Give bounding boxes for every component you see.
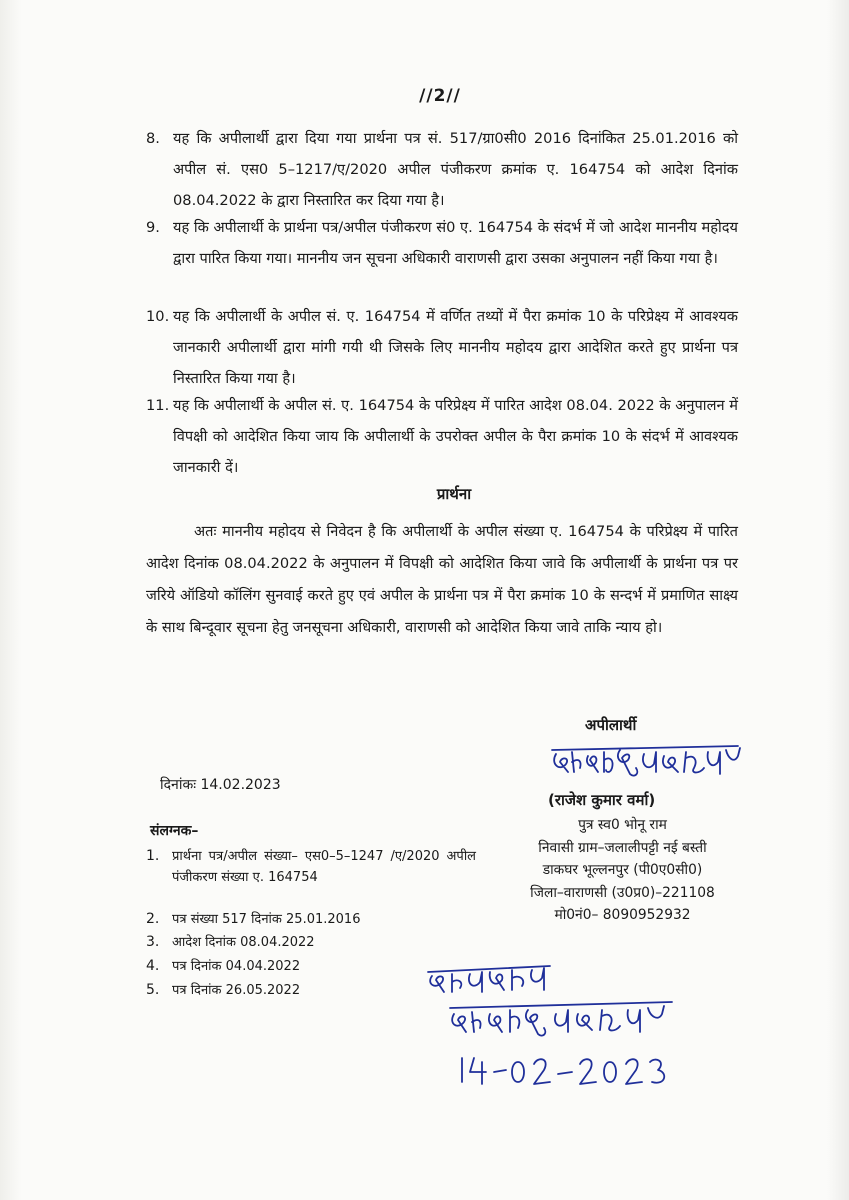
page-number: //2// — [419, 86, 461, 106]
point-text: यह कि अपीलार्थी के अपील सं. ए. 164754 के परिप्रेक्ष्य में पारित आदेश 08.04. 2022 के अनुपालन में विपक्षी को आदेशित किया जाय कि अपीलार्थी के उपरोक्त अपील के पैरा क्रमांक 10 के संदर्भ में आवश्यक जानकारी दें। — [173, 397, 738, 476]
signatory-name: (राजेश कुमार वर्मा) — [548, 791, 656, 809]
address-line: डाकघर भूल्लनपुर (पी0ए0सी0) — [542, 862, 703, 878]
point-9 — [146, 212, 738, 274]
enclosure-item — [146, 846, 476, 888]
date-label: दिनांकः 14.02.2023 — [160, 777, 281, 793]
enclosure-number: 4. — [146, 958, 160, 974]
enclosure-item — [146, 909, 476, 930]
address-line: पुत्र स्व0 भोनू राम — [578, 817, 667, 833]
enclosure-text: प्रार्थना पत्र/अपील संख्या– एस0–5–1247 /ए/2020 अपील पंजीकरण संख्या ए. 164754 — [172, 849, 476, 885]
point-number: 8. — [146, 130, 160, 147]
enclosures-heading: संलग्नक– — [150, 823, 199, 839]
point-number: 9. — [146, 219, 160, 236]
point-8 — [146, 123, 738, 216]
point-text: यह कि अपीलार्थी के अपील सं. ए. 164754 में वर्णित तथ्यों में पैरा क्रमांक 10 के परिप्रेक्ष्य में आवश्यक जानकारी अपीलार्थी द्वारा मांगी गयी थी जिसके लिए माननीय महोदय द्वारा आदेशित करते हुए प्रार्थना पत्र निस्तारित किया गया है। — [173, 308, 738, 387]
enclosure-item — [146, 932, 476, 953]
point-number: 10. — [146, 308, 170, 325]
address-line: जिला–वाराणसी (उ0प्र0)–221108 — [530, 884, 715, 901]
enclosure-text: पत्र दिनांक 26.05.2022 — [172, 983, 301, 998]
address-line: मो0नं0– 8090952932 — [554, 907, 691, 923]
appellant-label: अपीलार्थी — [585, 716, 637, 734]
enclosure-text: पत्र संख्या 517 दिनांक 25.01.2016 — [172, 912, 361, 927]
address-line: निवासी ग्राम–जलालीपट्टी नई बस्ती — [538, 839, 707, 856]
prayer-heading: प्रार्थना — [436, 485, 472, 503]
point-text: यह कि अपीलार्थी द्वारा दिया गया प्रार्थना पत्र सं. 517/ग्रा0सी0 2016 दिनांकित 25.01.2016 को अपील सं. एस0 5–1217/ए/2020 अपील पंजीकरण क्रमांक ए. 164754 को आदेश दिनांक 08.04.2022 के द्वारा निस्तारित कर दिया गया है। — [173, 130, 738, 209]
enclosure-number: 3. — [146, 934, 160, 950]
point-11 — [146, 390, 738, 483]
signatory-address — [500, 814, 745, 927]
point-number: 11. — [146, 397, 170, 414]
enclosure-number: 1. — [146, 848, 160, 864]
enclosure-text: आदेश दिनांक 08.04.2022 — [172, 935, 315, 950]
handwritten-signature-top — [548, 742, 748, 784]
enclosure-number: 2. — [146, 911, 160, 927]
handwritten-attestation — [410, 958, 700, 1093]
point-text: यह कि अपीलार्थी के प्रार्थना पत्र/अपील पंजीकरण सं0 ए. 164754 के संदर्भ में जो आदेश माननीय महोदय द्वारा पारित किया गया। माननीय जन सूचना अधिकारी वाराणसी द्वारा उसका अनुपालन नहीं किया गया है। — [173, 219, 738, 267]
prayer-paragraph: अतः माननीय महोदय से निवेदन है कि अपीलार्थी के अपील संख्या ए. 164754 के परिप्रेक्ष्य में पारित आदेश दिनांक 08.04.2022 के अनुपालन में विपक्षी को आदेशित किया जावे कि अपीलार्थी के प्रार्थना पत्र पर जरिये ऑडियो कॉलिंग सुनवाई करते हुए एवं अपील के प्रार्थना पत्र में पैरा क्रमांक 10 के सन्दर्भ में प्रमाणित साक्ष्य के साथ बिन्दूवार सूचना हेतु जनसूचना अधिकारी, वाराणसी को आदेशित किया जावे ताकि न्याय हो। — [146, 523, 738, 636]
enclosure-text: पत्र दिनांक 04.04.2022 — [172, 959, 301, 974]
point-10 — [146, 301, 738, 394]
enclosure-number: 5. — [146, 982, 160, 998]
